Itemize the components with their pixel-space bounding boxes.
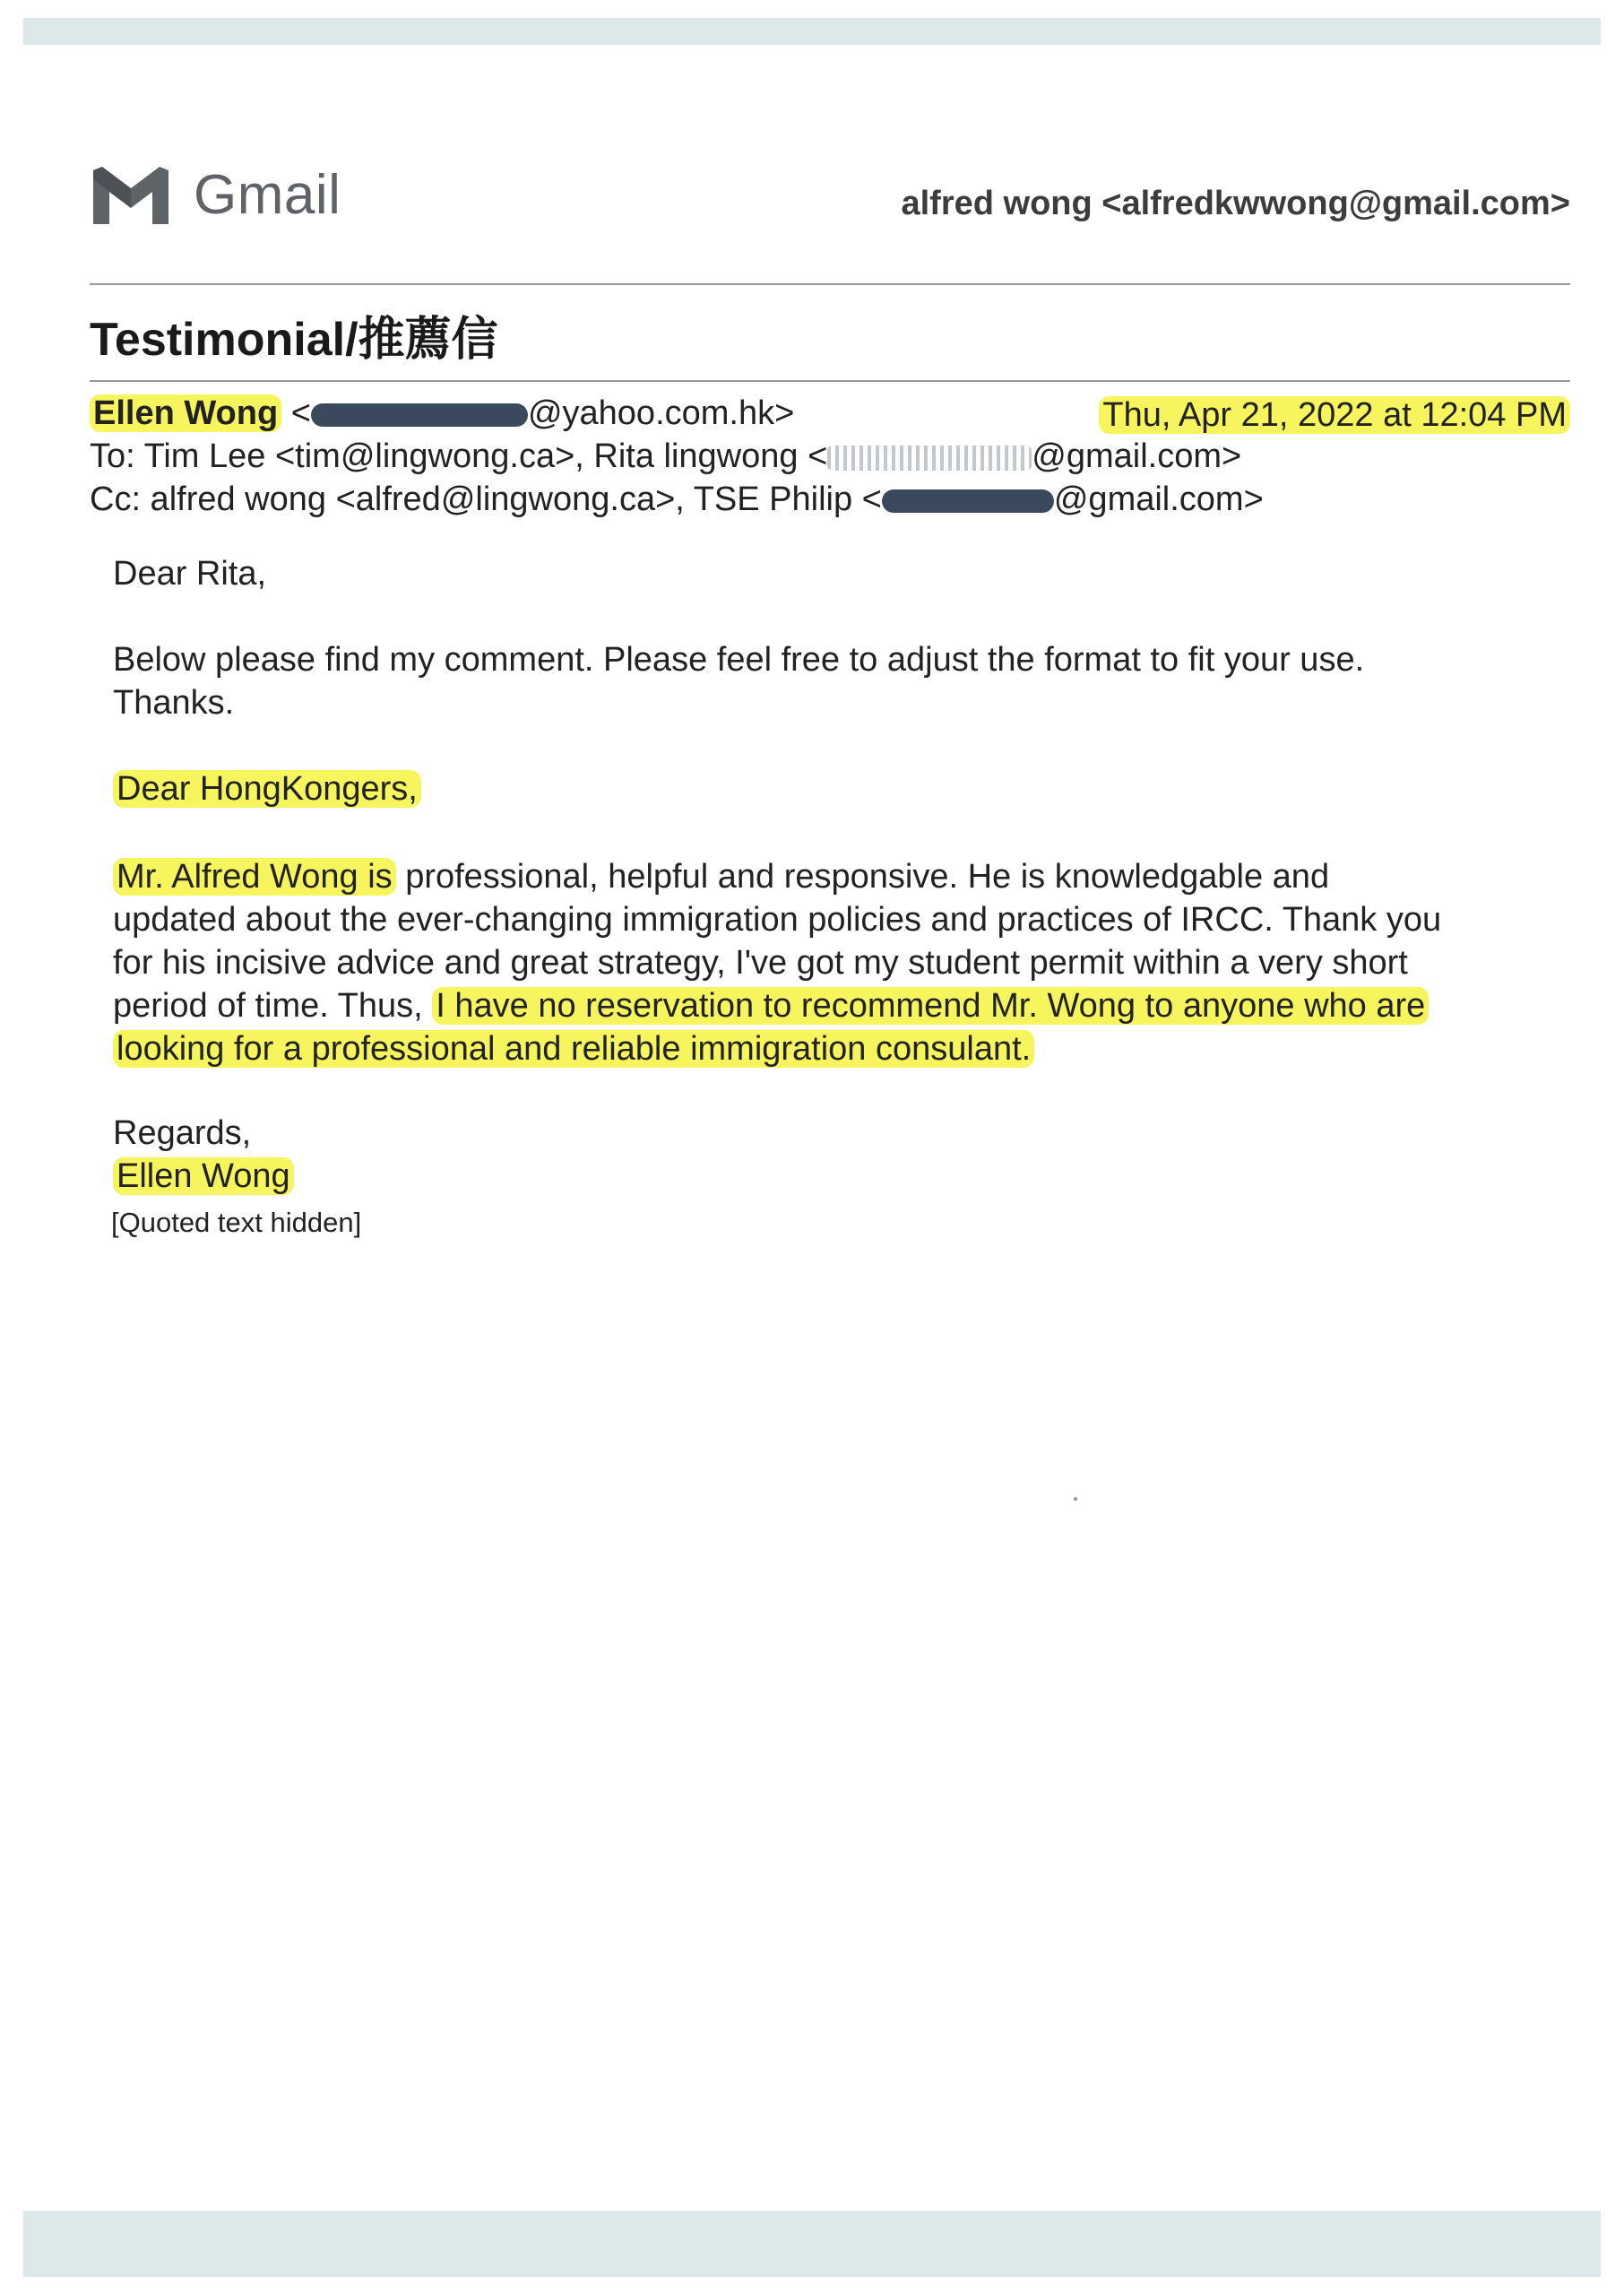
testimonial-paragraph	[113, 855, 1441, 1070]
email-date	[1099, 396, 1570, 435]
header-divider	[90, 283, 1570, 285]
closing: Regards,	[113, 1114, 252, 1152]
to-line	[90, 437, 1241, 476]
paragraph-line	[113, 1027, 1441, 1070]
redaction-cc	[882, 489, 1054, 513]
highlighted-text: Mr. Alfred Wong is	[113, 858, 396, 896]
date-text: Thu, Apr 21, 2022 at 12:04 PM	[1099, 396, 1570, 434]
paragraph-text: professional, helpful and responsive. He is knowledgable and	[395, 858, 1330, 896]
sender-email: @yahoo.com.hk>	[527, 394, 795, 432]
redaction-to	[827, 446, 1032, 471]
signature	[113, 1155, 294, 1198]
sender-email-open: <	[290, 394, 311, 432]
paragraph-line: for his incisive advice and great strategy, I've got my student permit within a very short	[113, 944, 1408, 982]
scan-edge-bottom	[23, 2211, 1601, 2277]
cc-line	[90, 481, 1264, 519]
intro-line: Below please find my comment. Please feel free to adjust the format to fit your use.	[113, 641, 1365, 679]
email-subject: Testimonial/推薦信	[90, 314, 498, 366]
highlighted-text: looking for a professional and reliable immigration consulant.	[113, 1030, 1034, 1068]
paragraph-line	[113, 984, 1441, 1027]
to-recipients: To: Tim Lee <tim@lingwong.ca>, Rita lingwong <	[90, 437, 828, 475]
paragraph-line: updated about the ever-changing immigration policies and practices of IRCC. Thank you	[113, 901, 1442, 939]
gmail-m-icon	[90, 163, 172, 228]
sender-line	[90, 394, 794, 433]
gmail-logo	[90, 163, 341, 228]
salutation	[113, 767, 421, 810]
scan-speck	[1074, 1497, 1077, 1501]
intro-line: Thanks.	[113, 684, 235, 722]
paragraph-line	[113, 855, 1441, 898]
quoted-text-toggle[interactable]: [Quoted text hidden]	[111, 1207, 362, 1238]
subject-divider	[90, 380, 1570, 382]
account-email: alfred wong <alfredkwwong@gmail.com>	[901, 185, 1570, 222]
highlighted-text: I have no reservation to recommend Mr. Wong to anyone who are	[432, 987, 1429, 1025]
cc-recipients: Cc: alfred wong <alfred@lingwong.ca>, TSE Philip <	[90, 481, 882, 518]
intro-paragraph	[113, 638, 1364, 724]
redaction-sender	[311, 403, 528, 427]
cc-recipient-domain: @gmail.com>	[1053, 481, 1264, 518]
salutation-text: Dear HongKongers,	[113, 770, 421, 808]
gmail-wordmark: Gmail	[194, 164, 341, 226]
sender-name: Ellen Wong	[90, 394, 281, 432]
greeting: Dear Rita,	[113, 555, 267, 593]
signature-name: Ellen Wong	[113, 1157, 294, 1195]
to-recipient-domain: @gmail.com>	[1032, 437, 1242, 475]
paragraph-text: period of time. Thus,	[113, 987, 433, 1025]
scan-edge-top	[23, 18, 1601, 45]
